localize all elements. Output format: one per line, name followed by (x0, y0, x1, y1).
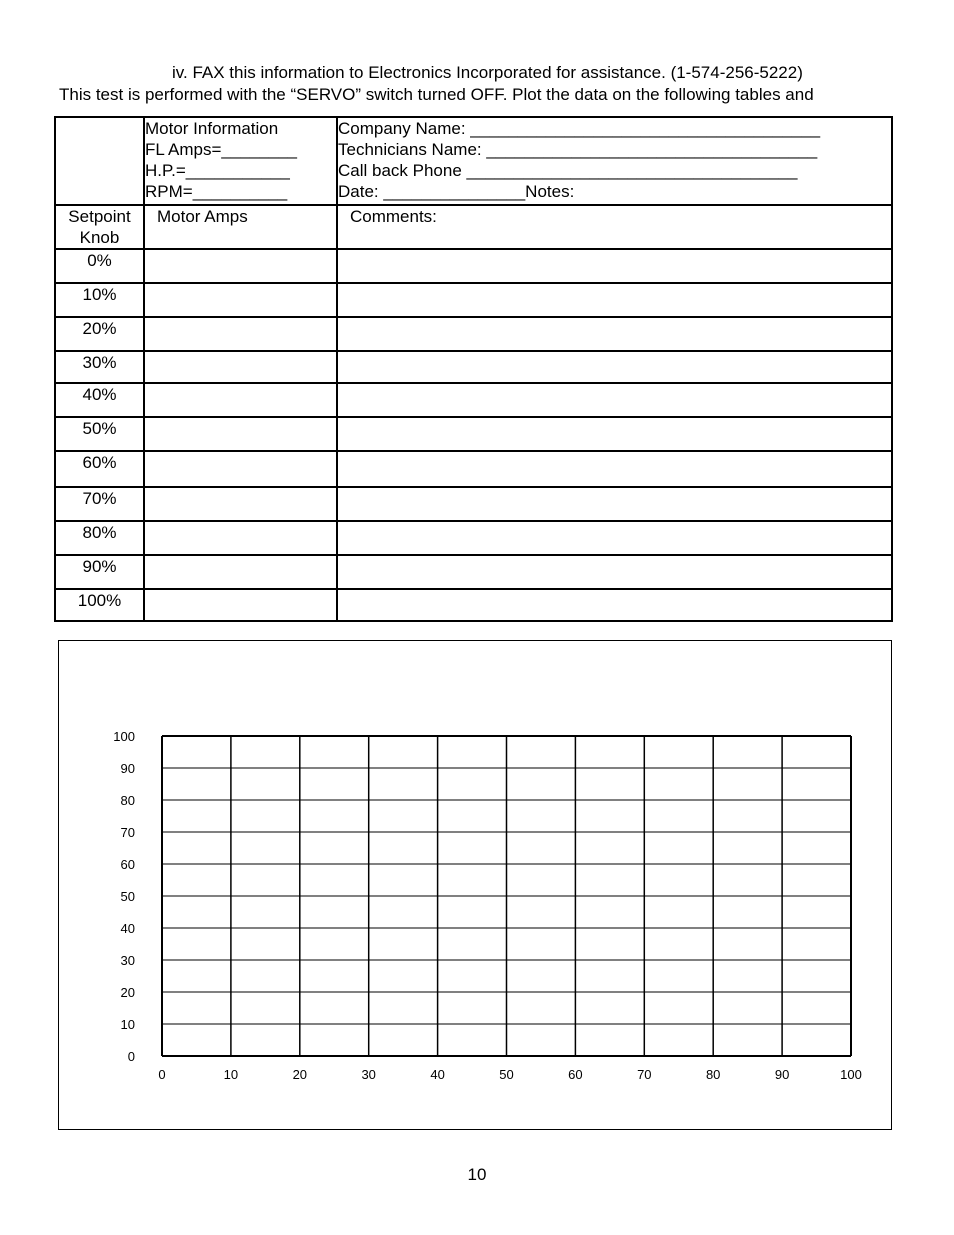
setpoint-value: 0% (55, 249, 144, 283)
setpoint-header-line2: Knob (79, 228, 120, 247)
x-tick-label: 20 (292, 1067, 308, 1082)
y-tick-label: 60 (120, 857, 135, 872)
motor-amps-cell[interactable] (144, 589, 337, 621)
motor-amps-cell[interactable] (144, 351, 337, 383)
comments-cell[interactable] (337, 351, 892, 383)
setpoint-value: 60% (55, 451, 144, 487)
motor-info-cell (144, 117, 337, 205)
column-header-row (55, 205, 892, 249)
x-tick-label: 60 (568, 1067, 583, 1082)
setpoint-value: 80% (55, 521, 144, 555)
x-tick-label: 90 (774, 1067, 790, 1082)
page-number: 10 (467, 1165, 487, 1184)
table-row (55, 351, 892, 383)
motor-amps-cell[interactable] (144, 283, 337, 317)
table-row (55, 451, 892, 487)
setpoint-value: 10% (55, 283, 144, 317)
setpoint-value: 30% (55, 351, 144, 383)
comments-cell[interactable] (337, 451, 892, 487)
plot-area (58, 640, 892, 1130)
fl-amps-field[interactable]: FL Amps=________ (145, 140, 298, 159)
comments-cell[interactable] (337, 317, 892, 351)
comments-cell[interactable] (337, 283, 892, 317)
motor-amps-cell[interactable] (144, 487, 337, 521)
table-row (55, 521, 892, 555)
setpoint-value: 20% (55, 317, 144, 351)
technician-name-field[interactable]: Technicians Name: ___________________________________ (338, 140, 818, 159)
y-tick-label: 50 (120, 889, 135, 904)
motor-amps-cell[interactable] (144, 521, 337, 555)
table-row (55, 589, 892, 621)
x-tick-label: 0 (158, 1067, 166, 1082)
table-row (55, 487, 892, 521)
x-tick-label: 40 (430, 1067, 445, 1082)
y-tick-label: 80 (120, 793, 135, 808)
table-row (55, 417, 892, 451)
fax-instruction: iv. FAX this information to Electronics Incorporated for assistance. (1-574-256-5222) (172, 63, 803, 82)
info-header-row (55, 117, 892, 205)
y-tick-label: 30 (120, 953, 135, 968)
motor-info-title: Motor Information (145, 119, 279, 138)
motor-amps-cell[interactable] (144, 317, 337, 351)
y-tick-label: 90 (120, 761, 135, 776)
setpoint-value: 70% (55, 487, 144, 521)
setpoint-value: 40% (55, 383, 144, 417)
data-table (54, 116, 893, 622)
comments-cell[interactable] (337, 555, 892, 589)
x-tick-label: 100 (840, 1067, 862, 1082)
y-tick-label: 0 (127, 1049, 135, 1064)
setpoint-value: 100% (55, 589, 144, 621)
test-instruction: This test is performed with the “SERVO” switch turned OFF. Plot the data on the following tables and (59, 85, 814, 104)
motor-amps-cell[interactable] (144, 417, 337, 451)
motor-amps-cell[interactable] (144, 555, 337, 589)
y-tick-label: 10 (120, 1017, 135, 1032)
blank-plot-grid (59, 641, 891, 1129)
table-row (55, 249, 892, 283)
motor-amps-header: Motor Amps (144, 205, 337, 249)
motor-amps-cell[interactable] (144, 249, 337, 283)
table-row (55, 283, 892, 317)
y-tick-label: 70 (120, 825, 135, 840)
y-tick-label: 20 (120, 985, 135, 1000)
x-tick-label: 30 (361, 1067, 376, 1082)
motor-amps-cell[interactable] (144, 451, 337, 487)
x-tick-label: 80 (705, 1067, 721, 1082)
hp-field[interactable]: H.P.=___________ (145, 161, 290, 180)
setpoint-header-line1: Setpoint (68, 207, 131, 226)
contact-info-cell (337, 117, 892, 205)
y-tick-label: 100 (113, 729, 135, 744)
y-tick-label: 40 (120, 921, 135, 936)
call-back-phone-field[interactable]: Call back Phone ___________________________________ (338, 161, 798, 180)
table-row (55, 555, 892, 589)
setpoint-value: 90% (55, 555, 144, 589)
date-notes-field[interactable]: Date: _______________Notes: (338, 182, 575, 201)
x-tick-label: 70 (637, 1067, 652, 1082)
comments-cell[interactable] (337, 487, 892, 521)
comments-header: Comments: (337, 205, 892, 249)
blank-corner-cell (55, 117, 144, 205)
table-row (55, 383, 892, 417)
company-name-field[interactable]: Company Name: _____________________________________ (338, 119, 821, 138)
motor-amps-cell[interactable] (144, 383, 337, 417)
setpoint-value: 50% (55, 417, 144, 451)
comments-cell[interactable] (337, 521, 892, 555)
rpm-field[interactable]: RPM=__________ (145, 182, 288, 201)
table-row (55, 317, 892, 351)
x-tick-label: 10 (223, 1067, 239, 1082)
comments-cell[interactable] (337, 383, 892, 417)
comments-cell[interactable] (337, 249, 892, 283)
setpoint-knob-header (55, 205, 144, 249)
comments-cell[interactable] (337, 589, 892, 621)
x-tick-label: 50 (499, 1067, 514, 1082)
comments-cell[interactable] (337, 417, 892, 451)
